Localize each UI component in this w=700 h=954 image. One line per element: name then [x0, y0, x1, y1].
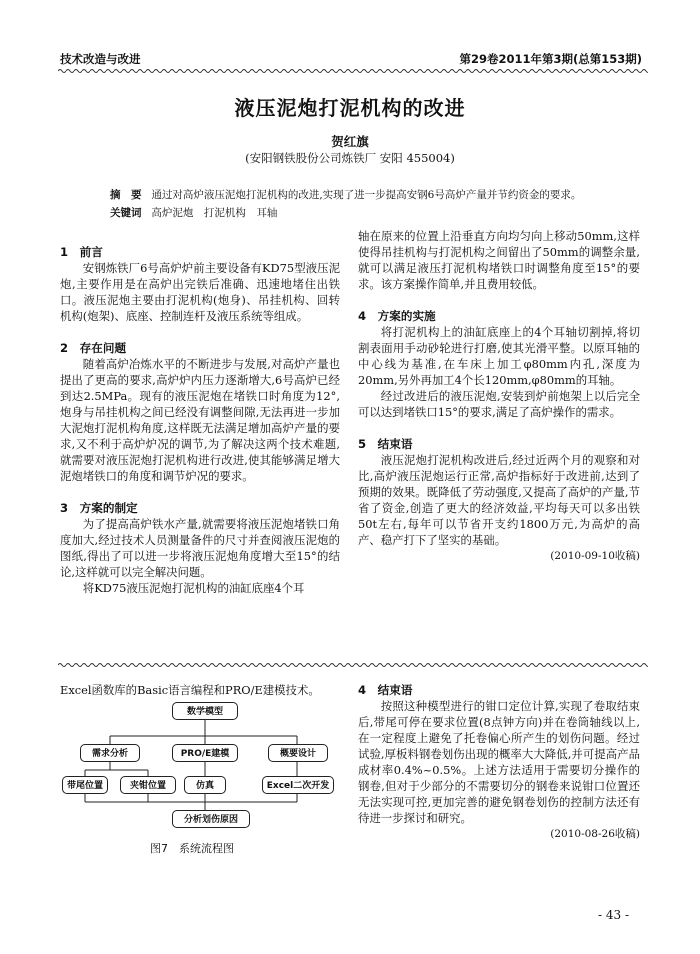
- diagram-node-low-2: 夹钳位置: [120, 776, 176, 794]
- keywords-label: 关键词: [110, 207, 142, 219]
- section-heading: 3 方案的制定: [60, 501, 138, 515]
- keywords-text: 高炉泥炮 打泥机构 耳轴: [151, 207, 278, 219]
- diagram-node-low-4: Excel二次开发: [262, 776, 334, 794]
- page-number: - 43 -: [598, 908, 630, 922]
- spacer: [60, 324, 340, 340]
- spacer: [60, 484, 340, 500]
- running-header-right: 第29卷2011年第3期(总第153期): [459, 52, 642, 66]
- left-column: [60, 244, 340, 596]
- abstract-row: [110, 187, 581, 202]
- header-wavy-rule: [58, 68, 648, 74]
- paragraph: 安钢炼铁厂6号高炉炉前主要设备有KD75型液压泥炮,主要作用是在高炉出完铁后准确、迅速地堵住出铁口。液压泥炮主要由打泥机构(炮身)、吊挂机构、回转机构(炮架)、底座、控制连杆及液压系统等组成。: [60, 261, 340, 323]
- paragraph: 经过改进后的液压泥炮,安装到炉前炮架上以后完全可以达到堵铁口15°的要求,满足了高炉操作的需求。: [358, 389, 640, 419]
- diagram-node-mid-2: PRO/E建模: [172, 744, 238, 762]
- paragraph: 将KD75液压泥炮打泥机构的油缸底座4个耳: [82, 581, 305, 595]
- diagram-node-mid-1: 需求分析: [80, 744, 140, 762]
- paragraph: 轴在原来的位置上沿垂直方向均匀向上移动50mm,这样使得吊挂机构与打泥机构之间留出了50mm的调整余量,就可以满足液压打泥机构堵铁口时调整角度至15°的要求。该方案操作简单,并且费用较低。: [358, 229, 640, 291]
- paragraph: 为了提高高炉铁水产量,就需要将液压泥炮堵铁口角度加大,经过技术人员测量备件的尺寸并查阅液压泥炮的图纸,得出了可以进一步将液压泥炮角度增大至15°的结论,这样就可以完全解决问题。: [60, 517, 340, 579]
- received-date: (2010-09-10收稿): [550, 550, 640, 562]
- author-affiliation: (安阳钢铁股份公司炼铁厂 安阳 455004): [245, 151, 455, 165]
- spacer: [358, 420, 640, 436]
- lower-right-column: [358, 682, 640, 842]
- spacer: [358, 292, 640, 308]
- diagram-node-low-1: 带尾位置: [62, 776, 108, 794]
- received-date: (2010-08-26收稿): [550, 828, 640, 840]
- diagram-node-mid-3: 概要设计: [268, 744, 328, 762]
- section-heading: 2 存在问题: [60, 341, 127, 355]
- figure-caption: 图7 系统流程图: [150, 842, 234, 855]
- author-name: 贺红旗: [331, 134, 369, 149]
- paragraph: 液压泥炮打泥机构改进后,经过近两个月的观察和对比,高炉液压泥炮运行正常,高炉指标好于改进前,达到了预期的效果。既降低了劳动强度,又提高了高炉的产量,节省了资金,创造了更大的经济效益,平均每天可以多出铁50t左右,每年可以节省开支约1800万元,为高炉的高产、稳产打下了坚实的基础。: [358, 453, 640, 547]
- section-heading: 4 方案的实施: [358, 309, 436, 323]
- section-heading: 5 结束语: [358, 437, 413, 451]
- section-heading: 4 结束语: [358, 683, 413, 697]
- article-title: 液压泥炮打泥机构的改进: [234, 96, 466, 120]
- paragraph: 随着高炉冶炼水平的不断进步与发展,对高炉产量也提出了更高的要求,高炉炉内压力逐渐增大,6号高炉已经到达2.5MPa。现有的液压泥炮在堵铁口时角度为12°,炮身与吊挂机构之间已经没有调整间隙,无法再进一步加大泥炮打泥机构角度,这样既无法满足增加高炉产量的要求,又不利于高炉炉况的调节,为了解决这两个技术难题,就需要对液压泥炮打泥机构进行改进,使其能够满足增大泥炮堵铁口的角度和调节炉况的要求。: [60, 357, 340, 483]
- paragraph: 将打泥机构上的油缸底座上的4个耳轴切割掉,将切割表面用手动砂轮进行打磨,使其光滑平整。以原耳轴的中心线为基准,在车床上加工φ80mm内孔,深度为20mm,另外再加工4个长120mm,φ80mm的耳轴。: [358, 325, 640, 387]
- diagram-node-low-3: 仿真: [184, 776, 226, 794]
- section-heading: 1 前言: [60, 245, 103, 259]
- abstract-label: 摘 要: [110, 189, 142, 201]
- right-column: [358, 228, 640, 564]
- abstract-text: 通过对高炉液压泥炮打泥机构的改进,实现了进一步提高安钢6号高炉产量并节约资金的要求。: [151, 189, 582, 201]
- diagram-node-top: 数学模型: [172, 702, 238, 720]
- lower-left-intro: Excel函数库的Basic语言编程和PRO/E建模技术。: [60, 683, 320, 697]
- section-wavy-rule: [58, 662, 648, 668]
- keywords-row: [110, 205, 277, 220]
- paragraph: 按照这种模型进行的钳口定位计算,实现了卷取结束后,带尾可停在要求位置(8点钟方向)并在卷筒轴线以上,在一定程度上避免了托卷偏心所产生的划伤问题。经过试验,厚板料钢卷划伤出现的概率大大降低,并可提高产品成材率0.4%~0.5%。上述方法适用于需要切分操作的钢卷,但对于少部分的不需要切分的钢卷来说钳口位置还无法实现可控,更加完善的避免钢卷划伤的控制方法还有待进一步探讨和研究。: [358, 699, 640, 825]
- running-header-left: 技术改造与改进: [60, 52, 141, 66]
- diagram-node-bottom: 分析划伤原因: [172, 810, 250, 828]
